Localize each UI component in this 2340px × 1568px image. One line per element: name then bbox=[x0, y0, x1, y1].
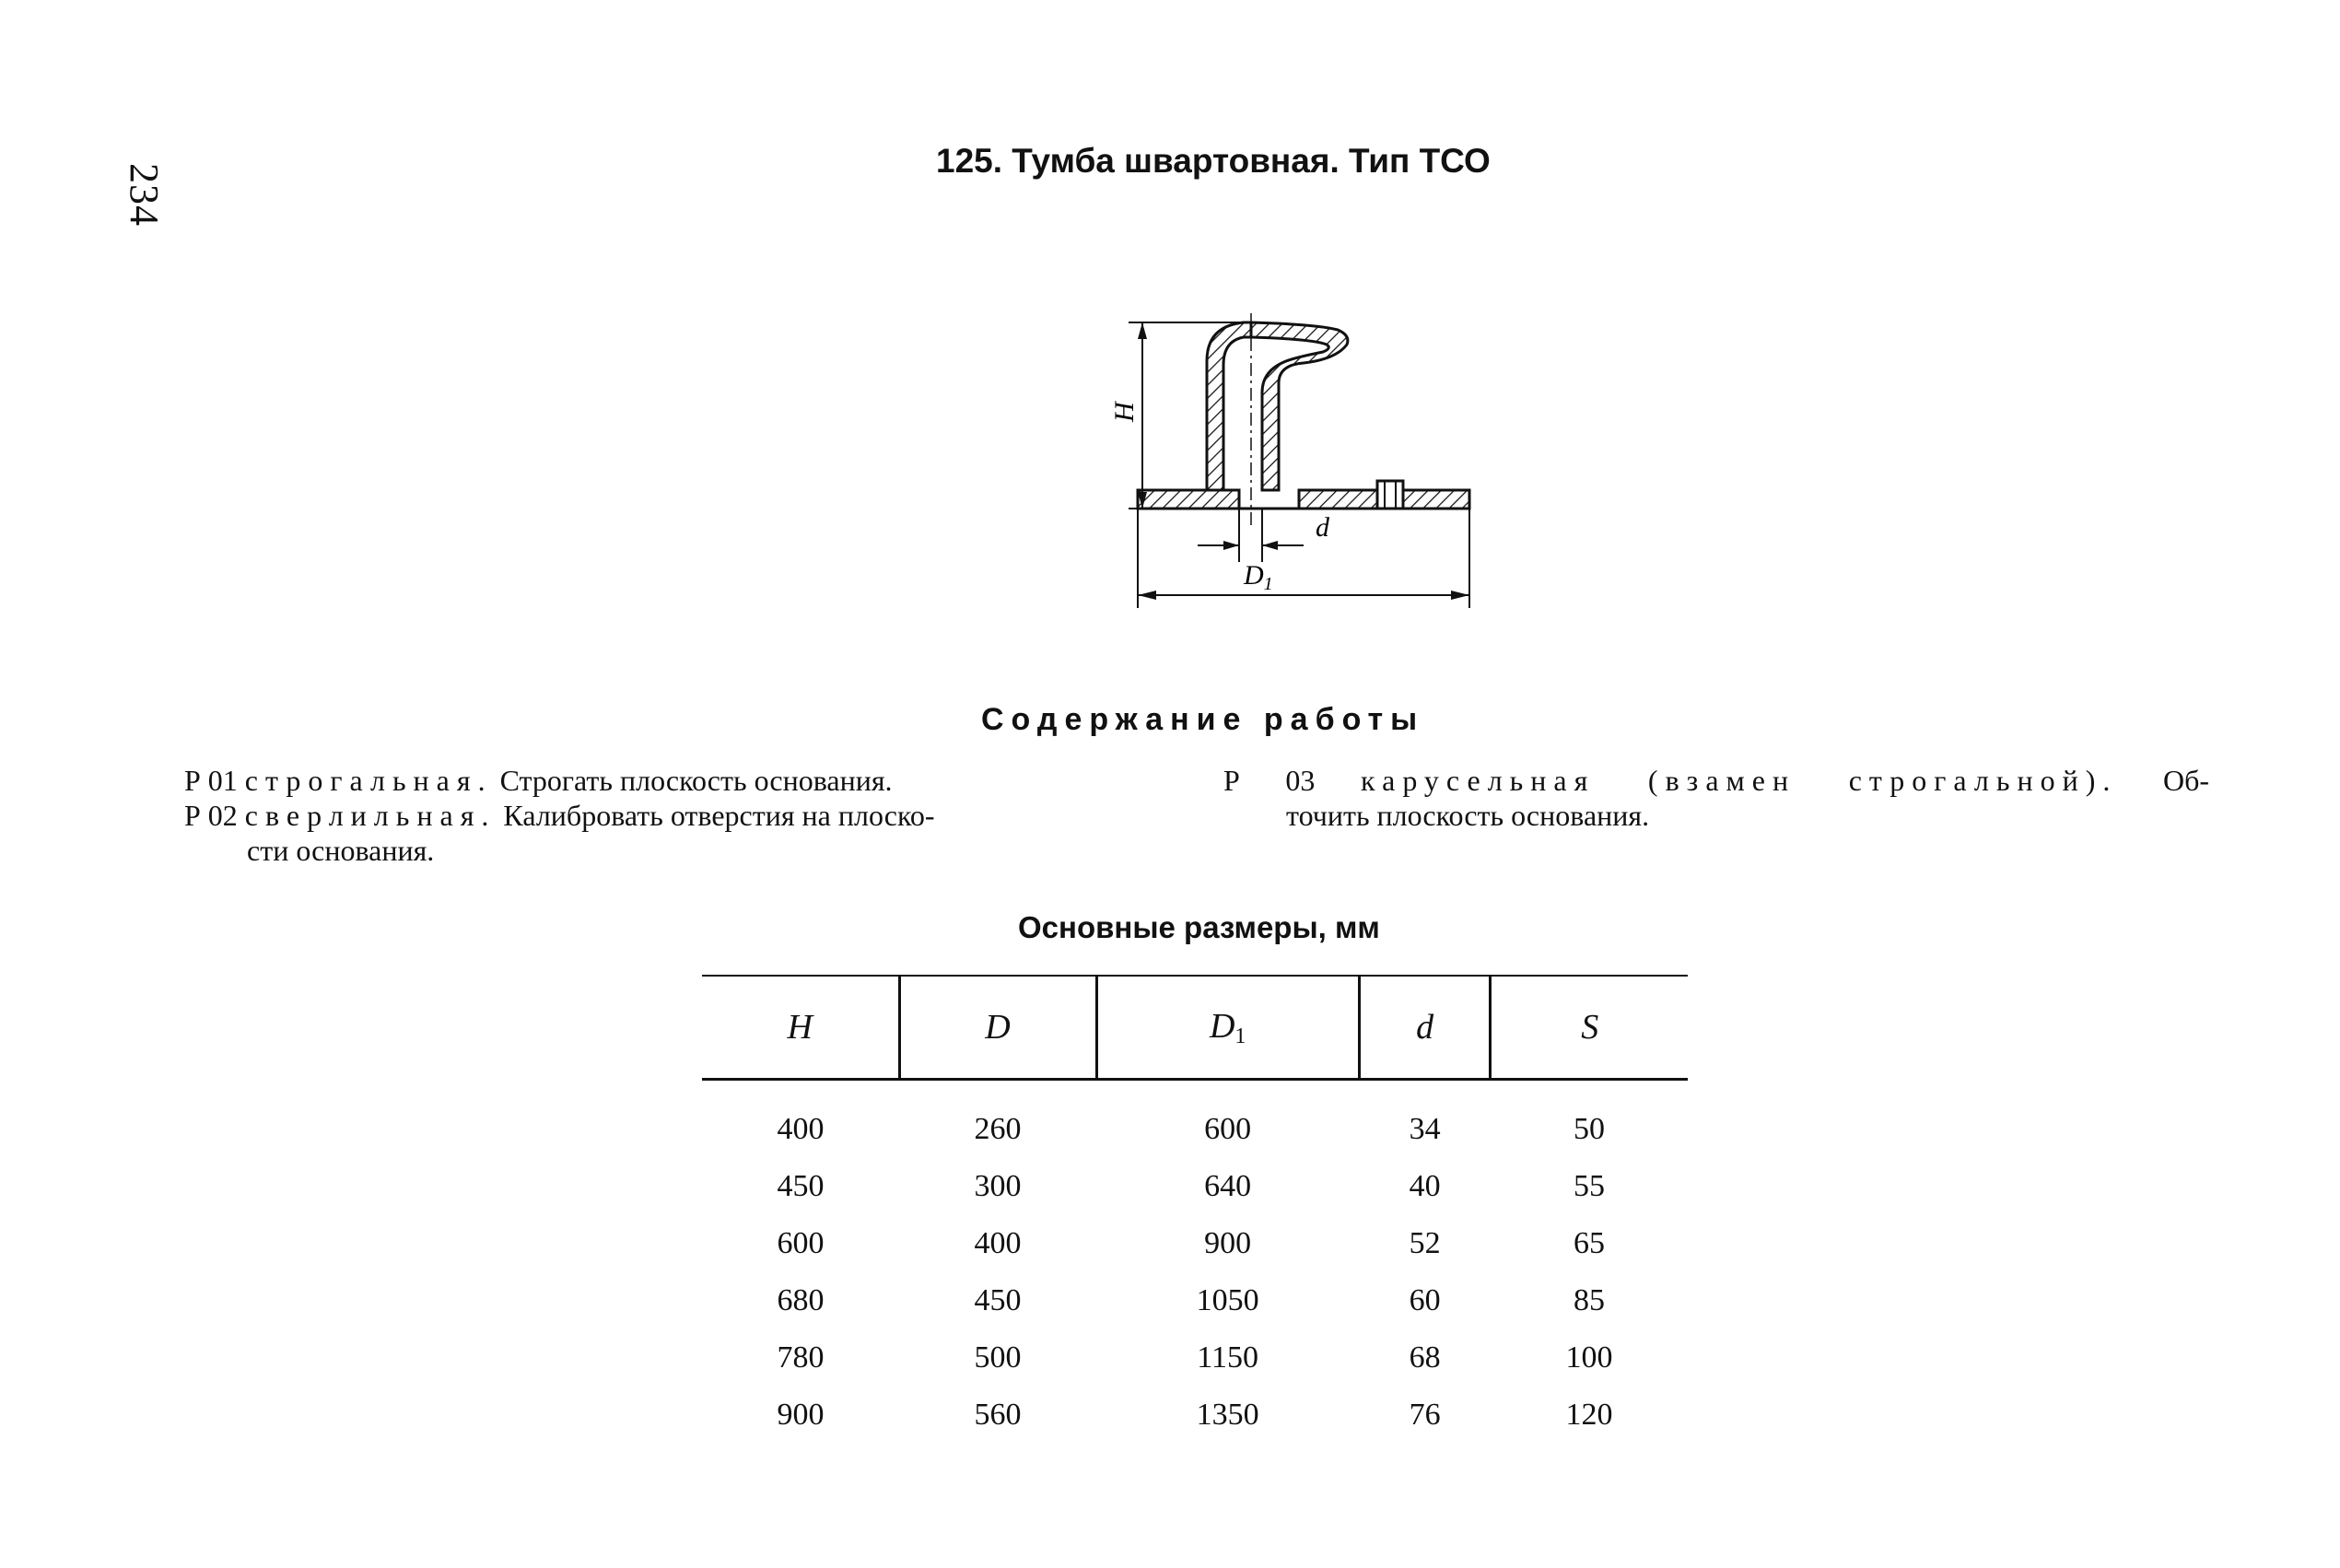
operation-p02-continuation bbox=[184, 833, 1188, 868]
table-cell: 100 bbox=[1565, 1340, 1613, 1375]
table-cell: 52 bbox=[1409, 1226, 1441, 1260]
header-D: D bbox=[899, 976, 1096, 1080]
base-plate-left bbox=[1138, 490, 1239, 509]
label-d: d bbox=[1316, 512, 1329, 543]
operation-type: карусельная (взамен строгальной). bbox=[1361, 764, 2118, 797]
operation-text: точить плоскость основания. bbox=[1286, 799, 1650, 832]
table-cell: 680 bbox=[777, 1283, 825, 1317]
table-cell: 76 bbox=[1409, 1398, 1441, 1432]
operation-p01 bbox=[184, 763, 1188, 798]
table-cell: 1150 bbox=[1197, 1340, 1259, 1375]
operation-code: Р 01 bbox=[184, 764, 238, 797]
page-number: 234 bbox=[122, 163, 167, 227]
header-H: H bbox=[787, 1008, 813, 1047]
header-d: d bbox=[1359, 976, 1491, 1080]
table-cell: 900 bbox=[1204, 1226, 1252, 1260]
operation-p03 bbox=[1223, 763, 2209, 798]
table-cell: 60 bbox=[1409, 1283, 1441, 1317]
operation-text: Об- bbox=[2163, 764, 2210, 797]
table-cell: 260 bbox=[974, 1112, 1022, 1146]
table-cell: 300 bbox=[974, 1169, 1022, 1203]
table-cell: 120 bbox=[1565, 1398, 1613, 1432]
table-caption: Основные размеры, мм bbox=[1018, 910, 1380, 944]
table-cell: 1050 bbox=[1196, 1283, 1259, 1317]
table-cell: 450 bbox=[777, 1169, 825, 1203]
table-cell: 780 bbox=[777, 1340, 825, 1375]
table-cell: 400 bbox=[777, 1112, 825, 1146]
header-S: S bbox=[1491, 976, 1688, 1080]
table-cell: 900 bbox=[777, 1398, 825, 1432]
bollard-drawing bbox=[1106, 304, 1474, 617]
table-row bbox=[702, 1215, 1688, 1272]
operation-text: Строгать плоскость основания. bbox=[499, 764, 893, 797]
label-H: H bbox=[1109, 402, 1140, 422]
table-cell: 600 bbox=[1204, 1112, 1252, 1146]
header-D1: $D_1$ bbox=[1096, 976, 1359, 1080]
table-cell: 450 bbox=[974, 1283, 1022, 1317]
table-header-row bbox=[702, 976, 1688, 1080]
column-left-wall bbox=[1207, 322, 1251, 490]
work-heading: Содержание работы bbox=[981, 702, 1425, 737]
operation-type: сверлильная. bbox=[244, 799, 497, 832]
table-cell: 400 bbox=[974, 1226, 1022, 1260]
operations-left-column bbox=[184, 763, 1188, 868]
table-cell: 65 bbox=[1573, 1226, 1605, 1260]
table-cell: 500 bbox=[974, 1340, 1022, 1375]
table-cell: 85 bbox=[1573, 1283, 1605, 1317]
dimensions-table bbox=[702, 975, 1688, 1444]
section-title: 125. Тумба швартовная. Тип ТСО bbox=[936, 142, 1491, 180]
table-cell: 640 bbox=[1204, 1169, 1252, 1203]
table-row bbox=[702, 1387, 1688, 1444]
operations-right-column bbox=[1223, 763, 2209, 833]
table-row bbox=[702, 1329, 1688, 1387]
table-cell: 34 bbox=[1409, 1112, 1441, 1146]
table-row bbox=[702, 1080, 1688, 1159]
operation-type: строгальная. bbox=[244, 764, 493, 797]
operation-p02 bbox=[184, 798, 1188, 833]
table-cell: 560 bbox=[974, 1398, 1022, 1432]
label-D1: $D_1$ bbox=[1244, 560, 1273, 594]
table-cell: 55 bbox=[1573, 1169, 1605, 1203]
operation-text: Калибровать отверстия на плоско- bbox=[503, 799, 935, 832]
table-cell: 600 bbox=[777, 1226, 825, 1260]
operation-p03-continuation bbox=[1223, 798, 2209, 833]
table-row bbox=[702, 1272, 1688, 1329]
table-cell: 68 bbox=[1409, 1340, 1441, 1375]
table-cell: 40 bbox=[1409, 1169, 1441, 1203]
column-right-wall bbox=[1251, 322, 1348, 490]
operation-text: сти основания. bbox=[247, 834, 435, 867]
table-cell: 1350 bbox=[1196, 1398, 1259, 1432]
table-cell: 50 bbox=[1573, 1112, 1605, 1146]
table-row bbox=[702, 1158, 1688, 1215]
operation-code: Р 02 bbox=[184, 799, 238, 832]
operation-code: Р 03 bbox=[1223, 764, 1316, 797]
